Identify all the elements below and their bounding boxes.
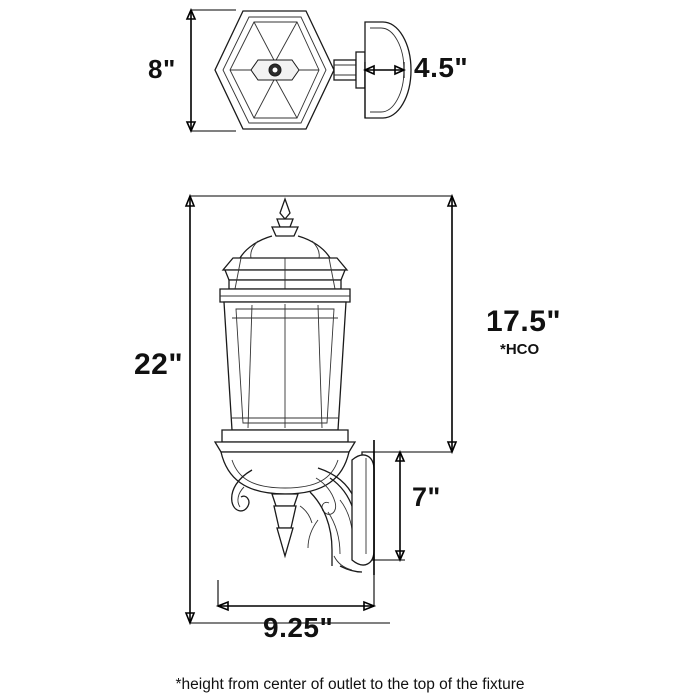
dimension-overall-height: 22" <box>134 348 184 381</box>
footnote-text: *height from center of outlet to the top of the fixture <box>175 676 525 693</box>
dimension-top-height: 8" <box>148 54 176 84</box>
dimension-hco-height: 17.5" <box>486 305 562 338</box>
top-view-group <box>187 10 411 131</box>
dimension-hco-note: *HCO <box>500 341 540 358</box>
dimension-width: 9.25" <box>263 612 334 643</box>
front-view-group <box>186 196 456 623</box>
dimension-top-depth: 4.5" <box>414 52 469 83</box>
dimension-backplate-height: 7" <box>412 482 441 512</box>
